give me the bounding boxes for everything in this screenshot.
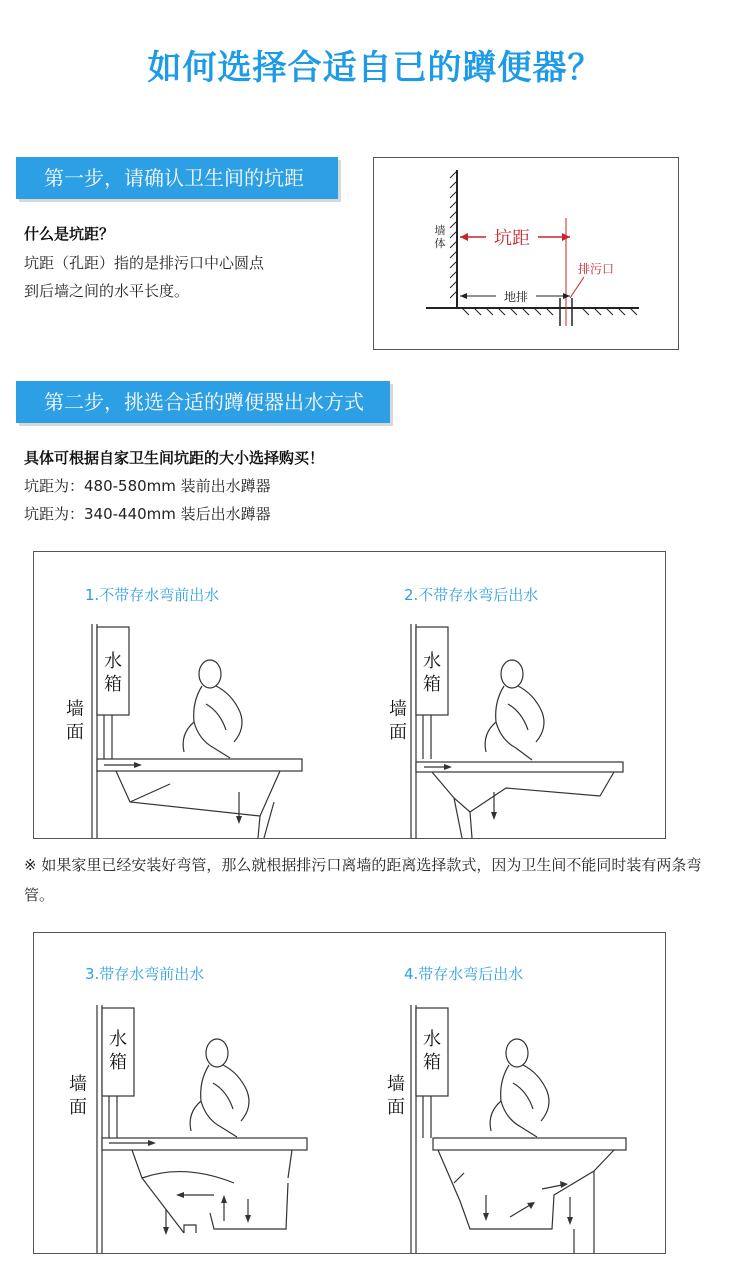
squatting-figure-2 — [485, 660, 544, 760]
wall-label-1: 墙 — [434, 224, 446, 237]
caption-3: 3.带存水弯前出水 — [85, 965, 205, 983]
step2-banner: 第二步，挑选合适的蹲便器出水方式 — [16, 381, 390, 423]
caption-2: 2.不带存水弯后出水 — [404, 586, 539, 604]
distance-label: 坑距 — [494, 228, 530, 249]
tank-label-5: 水 — [423, 1029, 441, 1050]
caption-1: 1.不带存水弯前出水 — [85, 586, 220, 604]
outlet-label: 排污口 — [577, 262, 615, 276]
wall-face-label-5: 墙 — [387, 1074, 405, 1095]
step1-line2: 到后墙之间的水平长度。 — [24, 282, 190, 300]
page-title: 如何选择合适自已的蹲便器？ — [147, 48, 603, 88]
step1-banner: 第一步，请确认卫生间的坑距 — [16, 157, 338, 199]
squatting-figure-1 — [183, 660, 242, 758]
floor-drain-label: 地排 — [503, 290, 529, 304]
tank-label-2: 箱 — [104, 674, 122, 695]
wall-face-label-4: 面 — [69, 1097, 87, 1118]
tank-label-3: 水 — [109, 1029, 127, 1050]
tank-label-4: 箱 — [109, 1052, 127, 1073]
squatting-figure-3 — [190, 1039, 249, 1137]
wall-face-label-1b: 墙 — [389, 699, 407, 720]
squatting-figure-4 — [490, 1039, 549, 1137]
wall-label-2: 体 — [434, 237, 446, 250]
outlet-types-panel-a — [33, 551, 666, 839]
caption-4: 4.带存水弯后出水 — [404, 965, 524, 983]
wall-face-label-2: 面 — [66, 722, 84, 743]
pit-distance-diagram — [373, 157, 679, 350]
note-text: ※ 如果家里已经安装好弯管，那么就根据排污口离墙的距离选择款式，因为卫生间不能同时装有两条弯管。 — [24, 856, 702, 904]
step1-question: 什么是坑距？ — [24, 225, 115, 243]
wall-face-label-6: 面 — [387, 1097, 405, 1118]
step2-line2: 坑距为：340-440mm 装后出水蹲器 — [24, 505, 271, 523]
tank-label-1b: 水 — [423, 651, 441, 672]
step2-lead: 具体可根据自家卫生间坑距的大小选择购买！ — [24, 449, 325, 467]
wall-face-label-2b: 面 — [389, 722, 407, 743]
step1-line1: 坑距（孔距）指的是排污口中心圆点 — [24, 254, 265, 272]
step2-line1: 坑距为：480-580mm 装前出水蹲器 — [24, 477, 271, 495]
tank-label-6: 箱 — [423, 1052, 441, 1073]
outlet-types-panel-b — [33, 932, 666, 1254]
wall-face-label-3: 墙 — [69, 1074, 87, 1095]
tank-label-1: 水 — [104, 651, 122, 672]
tank-label-2b: 箱 — [423, 674, 441, 695]
wall-face-label-1: 墙 — [66, 699, 84, 720]
